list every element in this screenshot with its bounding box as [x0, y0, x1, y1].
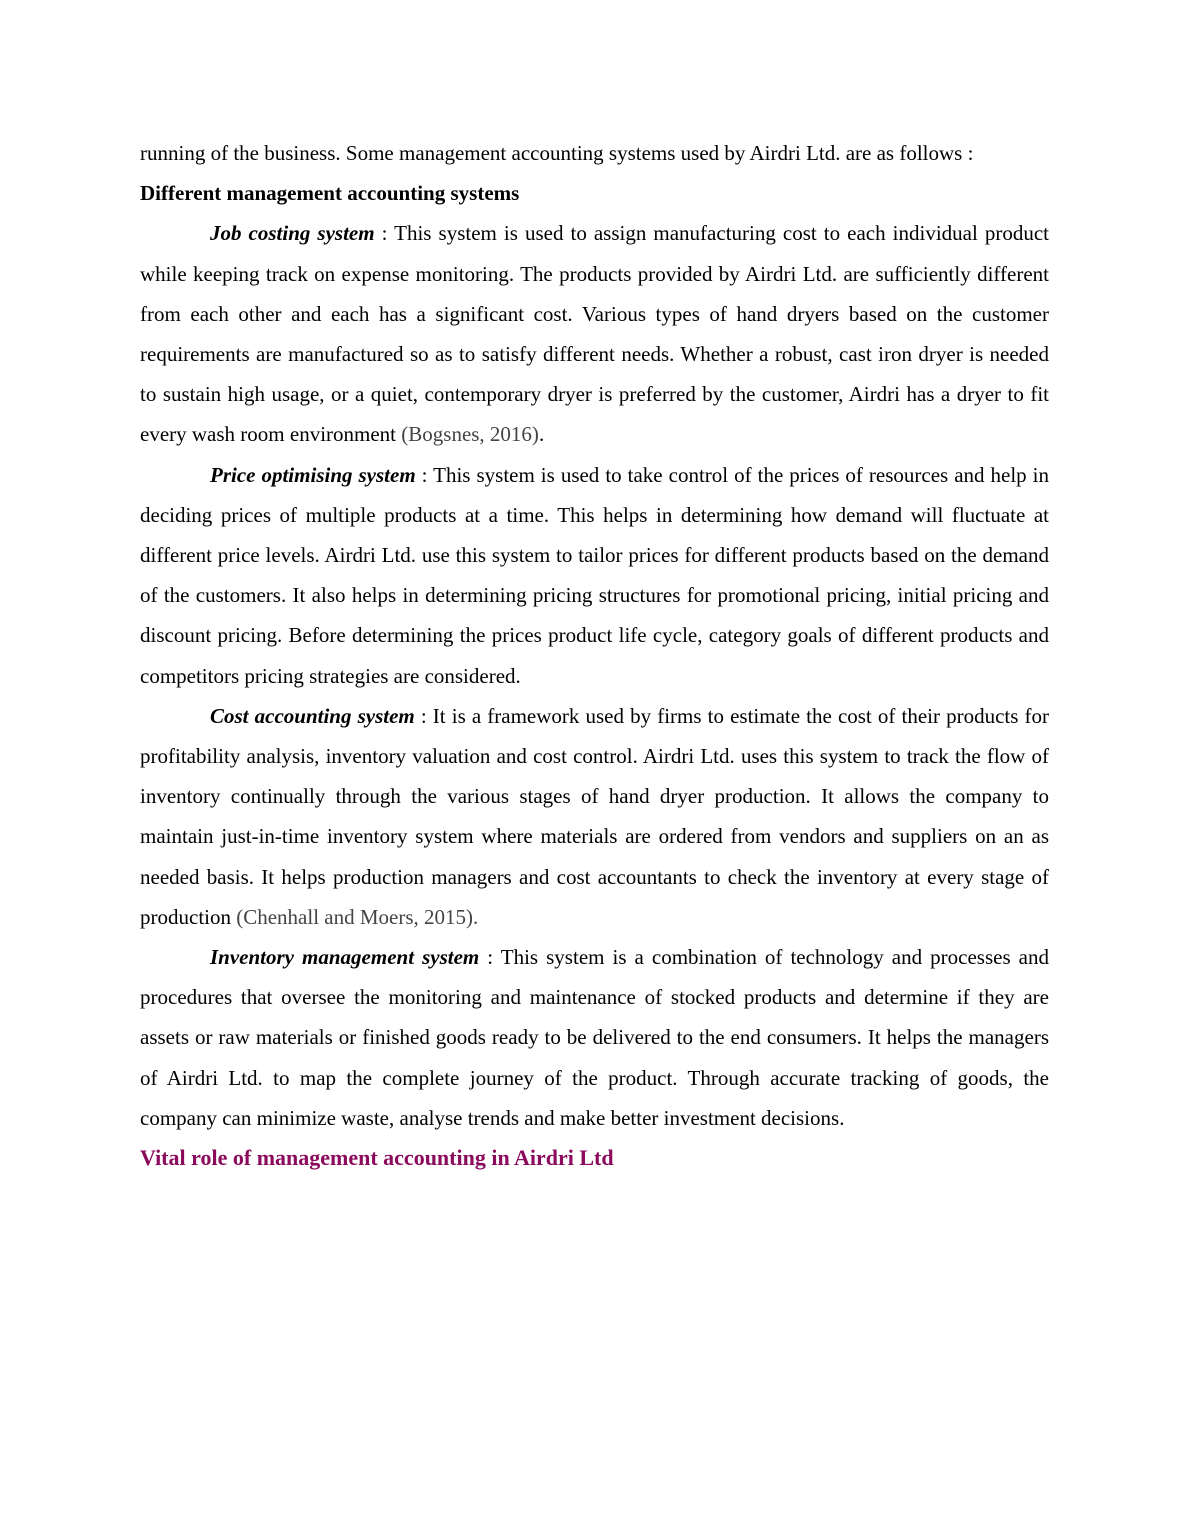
inventory-management-separator: : — [479, 945, 501, 970]
inventory-management-body: This system is a combination of technology and processes and procedures that oversee the monitoring and maintenance of stocked products and determine if they are assets or raw materials or finished goods ready to be delivered to the end consumers. It helps the managers of Airdri Ltd. to map the complete journey of the product. Through accurate tracking of goods, the company can minimize waste, analyse trends and make better investment decisions. — [140, 945, 1049, 1130]
cost-accounting-body: It is a framework used by firms to estimate the cost of their products for profitability analysis, inventory valuation and cost control. Airdri Ltd. uses this system to track the flow of inventory continually through the various stages of hand dryer production. It allows the company to maintain just-in-time inventory system where materials are ordered from vendors and suppliers on an as needed basis. It helps production managers and cost accountants to check the inventory at every stage of production — [140, 703, 1049, 929]
cost-accounting-term: Cost accounting system — [210, 703, 415, 728]
vital-role-heading: Vital role of management accounting in Airdri Ltd — [140, 1145, 614, 1171]
document-page — [140, 133, 1049, 1178]
cost-accounting-paragraph — [140, 696, 1049, 937]
job-costing-citation: (Bogsnes, 2016) — [401, 422, 539, 447]
job-costing-end: . — [538, 422, 545, 447]
price-optimising-separator: : — [415, 462, 434, 487]
inventory-management-paragraph — [140, 937, 1049, 1138]
price-optimising-term: Price optimising system — [210, 462, 416, 487]
job-costing-separator: : — [374, 221, 395, 246]
section-heading: Different management accounting systems — [140, 181, 520, 206]
intro-paragraph: running of the business. Some management accounting systems used by Airdri Ltd. are as follows : — [140, 141, 974, 165]
cost-accounting-citation: (Chenhall and Moers, 2015). — [236, 904, 479, 929]
job-costing-paragraph — [140, 213, 1049, 454]
price-optimising-paragraph — [140, 455, 1049, 696]
inventory-management-term: Inventory management system — [210, 945, 480, 970]
cost-accounting-separator: : — [414, 703, 433, 728]
job-costing-term: Job costing system — [210, 221, 375, 246]
job-costing-body: This system is used to assign manufacturing cost to each individual product while keeping track on expense monitoring. The products provided by Airdri Ltd. are sufficiently different from each other and each has a significant cost. Various types of hand dryers based on the customer requirements are manufactured so as to satisfy different needs. Whether a robust, cast iron dryer is needed to sustain high usage, or a quiet, contemporary dryer is preferred by the customer, Airdri has a dryer to fit every wash room environment — [140, 221, 1049, 447]
price-optimising-body: This system is used to take control of the prices of resources and help in deciding prices of multiple products at a time. This helps in determining how demand will fluctuate at different price levels. Airdri Ltd. use this system to tailor prices for different products based on the demand of the customers. It also helps in determining pricing structures for promotional pricing, initial pricing and discount pricing. Before determining the prices product life cycle, category goals of different products and competitors pricing strategies are considered. — [140, 462, 1050, 688]
